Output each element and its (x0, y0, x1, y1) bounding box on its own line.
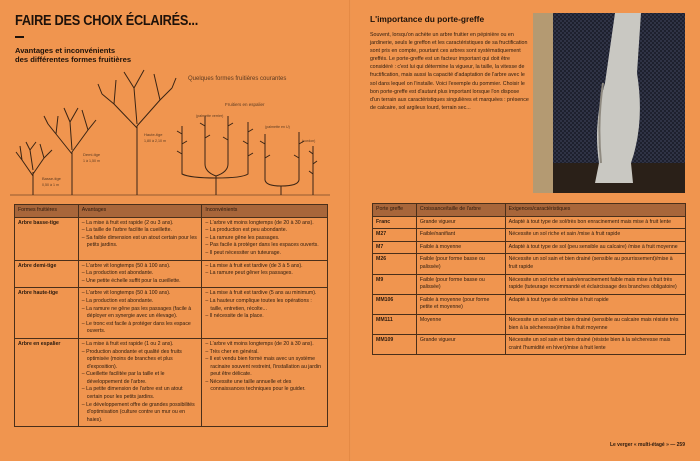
rootstock-table (372, 203, 686, 355)
body-text: Souvent, lorsqu'on achète un arbre fruitier en pépinière ou en jardinerie, seuls le greffon et les caractéristiques de sa fructification sont pris en compte, pourtant ces arbres sont systématiquement greffés. Le porte-greffe est un facteur important qui doit être considéré : c'est lui qui détermine la vigueur, la taille, la vitesse de fructification, mais aussi la capacité d'adaptation de l'arbre avec le sol dans lequel on l'installe. Voici l'exemple du pommier. Choisir le bon porte-greffe est d'autant plus important lorsque l'on dispose d'un terrain aux caractéristiques singulières et marquées : présence de calcaire, sol argileux lourd, terrain sec... (370, 32, 529, 111)
table-row (373, 229, 686, 242)
requirements-cell: Adapté à tout type de sol (peu sensible au calcaire) /mise à fruit moyenne (505, 241, 685, 254)
drawbacks-cell (202, 288, 328, 339)
table-row (373, 241, 686, 254)
growth-cell: Faible (pour forme basse ou palissée) (416, 274, 505, 294)
rootstock-name: MM111 (373, 314, 417, 334)
form-name: Arbre demi-tige (15, 260, 79, 288)
advantages-cell (78, 217, 202, 260)
page-title: FAIRE DES CHOIX ÉCLAIRÉS... (15, 12, 198, 29)
illustration-label: 1 à 1,50 m (83, 159, 100, 163)
requirements-cell: Nécessite un sol sain et bien drainé (résiste bien à la sécheresse mais craint l'humidité en hiver)/mise à fruit lente (505, 335, 685, 355)
illustration-heading: Quelques formes fruitières courantes (188, 76, 287, 82)
list-item: – La taille de l'arbre facilite la cueillette. (81, 227, 172, 234)
list-item: – L'arbre vit longtemps (50 à 100 ans). (81, 262, 171, 269)
column-header: Avantages (78, 205, 202, 218)
list-item: – Cueillette facilitée par la taille et le développement de l'arbre. (81, 371, 165, 385)
list-item: – La petite dimension de l'arbre est un atout certain pour les petits jardins. (81, 386, 183, 401)
table-row (373, 274, 686, 294)
list-item: – La mise à fruit est tardive (5 ans au minimum). (205, 290, 317, 297)
list-item: – Le développement offre de grandes possibilités d'optimisation (culture contre un mur ou en haies). (81, 401, 195, 423)
form-name: Arbre haute-tige (15, 288, 79, 339)
rootstock-name: M27 (373, 229, 417, 242)
column-header: Formes fruitières (15, 205, 79, 218)
illustration-label: 1,80 à 2,10 m (144, 139, 166, 143)
illustration-label: Demi-tige (83, 152, 101, 157)
table-row (373, 314, 686, 334)
rootstock-name: MM106 (373, 294, 417, 314)
requirements-cell: Adapté à tout type de sol/mise à fruit rapide (505, 294, 685, 314)
drawbacks-cell (202, 217, 328, 260)
list-item: – La ramure ne gêne pas les passages (facile à déployer en synergie avec un élevage). (81, 305, 192, 320)
form-name: Arbre en espalier (15, 338, 79, 427)
rootstock-name: M9 (373, 274, 417, 294)
advantages-cell (78, 260, 202, 288)
fruit-tree-forms-illustration (0, 64, 350, 200)
growth-cell: Grande vigueur (416, 216, 505, 229)
right-page (350, 0, 700, 461)
requirements-cell: Nécessite un sol sain et bien drainé (sensible au calcaire mais résiste très bien à la sécheresse)/mise à fruit moyenne (505, 314, 685, 334)
table-row (15, 217, 328, 260)
table-row (373, 254, 686, 274)
list-item: – La mise à fruit est tardive (de 3 à 5 ans). (205, 262, 303, 269)
list-item: – Sa faible dimension est un atout certain pour les petits jardins. (81, 234, 197, 249)
list-item: – L'arbre vit moins longtemps (de 20 à 30 ans). (205, 340, 314, 347)
list-item: – Le tronc est facile à protéger dans les espace ouverts. (81, 320, 191, 335)
column-header: Exigences/caractéristiques (505, 204, 685, 217)
column-header: Inconvénients (202, 205, 328, 218)
list-item: – Très cher en général. (205, 348, 259, 355)
page-footer: Le verger « multi-étagé » — 259 (609, 442, 685, 448)
drawbacks-cell (202, 260, 328, 288)
illustration-label: (palmette verrier) (196, 114, 224, 118)
requirements-cell: Nécessite un sol sain et bien drainé (sensible au pourrissement)/mise à fruit rapide (505, 254, 685, 274)
illustration-label: (palmette en U) (265, 125, 290, 129)
list-item: – La mise à fruit est rapide (2 ou 3 ans). (81, 219, 174, 226)
subtitle-line: des différentes formes fruitières (15, 55, 132, 64)
advantages-cell (78, 288, 202, 339)
growth-cell: Faible/nanifiant (416, 229, 505, 242)
drawbacks-cell (202, 338, 328, 427)
table-row (15, 260, 328, 288)
table-row (373, 335, 686, 355)
list-item: – La ramure gêne les passages. (205, 234, 280, 241)
table-row (15, 288, 328, 339)
list-item: – La mise à fruit est rapide (1 ou 2 ans). (81, 340, 174, 347)
grafted-trunk-photo (533, 13, 685, 193)
rootstock-name: MM109 (373, 335, 417, 355)
growth-cell: Faible à moyenne (416, 241, 505, 254)
fruit-forms-table (14, 204, 328, 427)
requirements-cell: Nécessite un sol riche et sain /mise à fruit rapide (505, 229, 685, 242)
growth-cell: Faible à moyenne (pour forme petite et moyenne) (416, 294, 505, 314)
illustration-label: (cordon) (302, 139, 316, 143)
growth-cell: Faible (pour forme basse ou palissée) (416, 254, 505, 274)
list-item: – L'arbre vit longtemps (50 à 100 ans). (81, 290, 171, 297)
list-item: – Nécessite une taille annuelle et des connaissances techniques pour le guider. (205, 378, 306, 393)
column-header: Croissance/taille de l'arbre (416, 204, 505, 217)
list-item: – Il nécessite de la place. (205, 313, 264, 320)
list-item: – La production est abondante. (81, 270, 154, 277)
subtitle-line: Avantages et inconvénients (15, 46, 116, 55)
illustration-label: Haute-tige (144, 132, 163, 137)
list-item: – La production est peu abondante. (205, 227, 288, 234)
form-name: Arbre basse-tige (15, 217, 79, 260)
rootstock-name: Franc (373, 216, 417, 229)
illustration-label: Basse-tige (42, 176, 61, 181)
growth-cell: Grande vigueur (416, 335, 505, 355)
illustration-label: 0,50 à 1 m (42, 183, 59, 187)
requirements-cell: Adapté à tout type de sol/très bon enracinement mais mise à fruit lente (505, 216, 685, 229)
column-header: Porte greffe (373, 204, 417, 217)
requirements-cell: Nécessite un sol riche et sain/enracinement faible mais mise à fruit très rapide (tuteurage recommandé et éclaircissage des branches obligatoire) (505, 274, 685, 294)
list-item: – La hauteur complique toutes les opérations : taille, entretien, récolte... (205, 297, 312, 312)
list-item: – Pas facile à protéger dans les espaces ouverts. (205, 242, 319, 249)
rootstock-name: M26 (373, 254, 417, 274)
list-item: – L'arbre vit moins longtemps (de 20 à 30 ans). (205, 219, 314, 226)
list-item: – Il peut nécessiter un tuteurage. (205, 249, 281, 256)
espalier-label: Fruitiers en espalier (225, 102, 265, 107)
table-row (373, 294, 686, 314)
list-item: – La ramure peut gêner les passages. (205, 270, 293, 277)
growth-cell: Moyenne (416, 314, 505, 334)
rootstock-name: M7 (373, 241, 417, 254)
section-title: L'importance du porte-greffe (370, 14, 485, 24)
advantages-cell (78, 338, 202, 427)
table-row (15, 338, 328, 427)
list-item: – Il est vendu bien formé mais avec un système racinaire souvent restreint, l'installation au jardin peut être délicate. (205, 356, 321, 378)
title-divider (15, 36, 24, 38)
table-row (373, 216, 686, 229)
section-subtitle (15, 46, 131, 64)
list-item: – Production abondante et qualité des fruits optimisée (moins de branches et plus d'exposition). (81, 348, 182, 370)
list-item: – La production est abondante. (81, 297, 154, 304)
list-item: – Une petite échelle suffit pour la cueillette. (81, 277, 181, 284)
